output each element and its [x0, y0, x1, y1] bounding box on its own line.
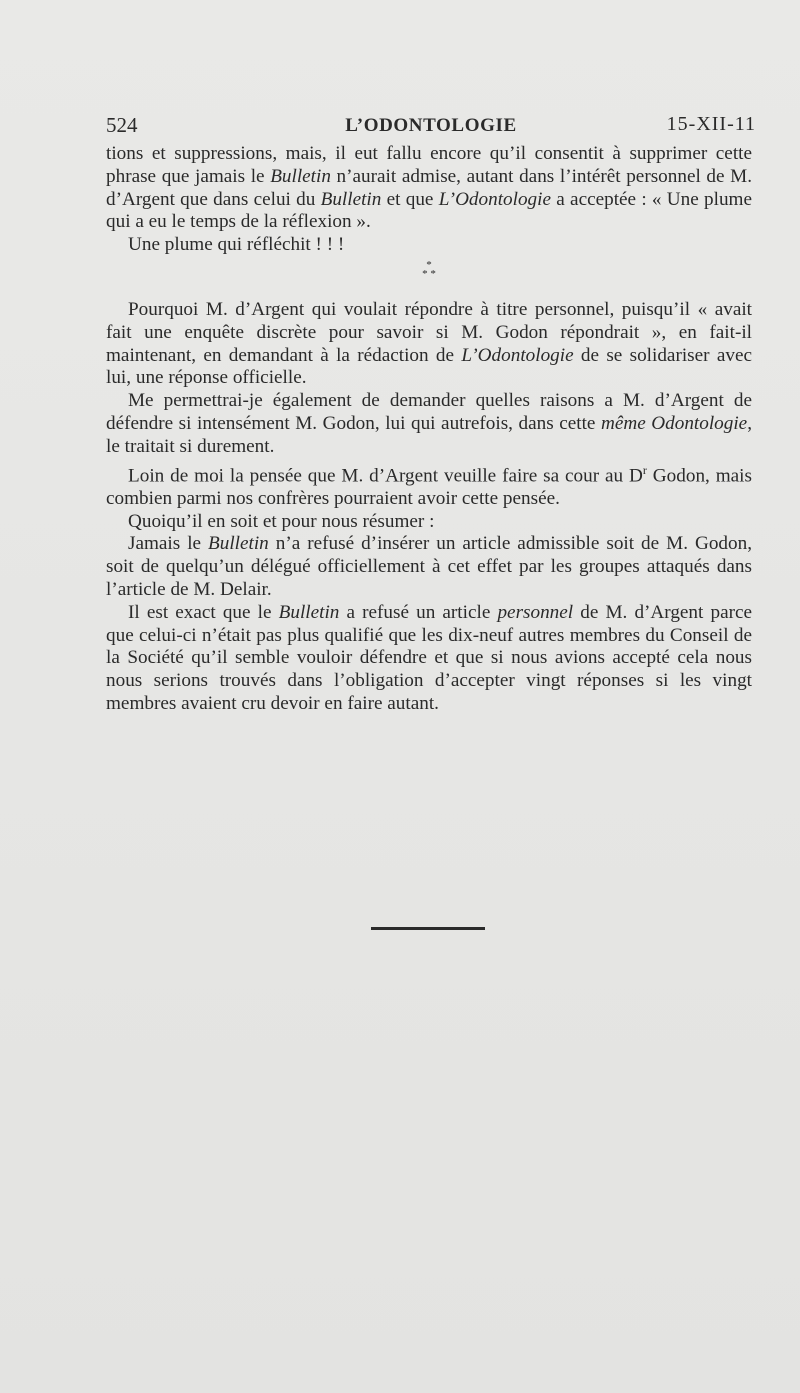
italic-text: Bulletin: [320, 188, 382, 210]
running-header: [106, 113, 756, 137]
paragraph: [106, 234, 752, 257]
text-block-before-separator: [106, 143, 752, 257]
text-run: Pourquoi M. d’Argent qui voulait répondre à titre personnel, puisqu’il « avait fait une enquête discrète pour savoir si M. Godon répondrait », en fait-il maintenant, en demandant à la rédaction de: [106, 298, 752, 366]
text-run: Quoiqu’il en soit et pour nous résumer :: [128, 510, 435, 532]
text-run: Une plume qui réfléchit ! ! !: [128, 234, 345, 256]
paragraph: [106, 299, 752, 390]
text-run: Me permettrai-je également de demander quelles raisons a M. d’Argent de défendre si intensément M. Godon, lui qui autrefois, dans cette: [106, 390, 752, 434]
text-run: a refusé un article: [339, 601, 498, 623]
text-run: Godon, mais combien parmi nos confrères pourraient avoir cette pensée.: [106, 464, 752, 509]
end-rule: [371, 927, 485, 930]
paragraph: [106, 602, 752, 716]
paragraph: [106, 533, 752, 601]
separator-star-top: *: [426, 258, 432, 271]
text-run: Il est exact que le: [128, 601, 279, 623]
text-block-after-separator: [106, 299, 752, 716]
italic-text: Bulletin: [208, 533, 269, 555]
paragraph: [106, 459, 752, 511]
text-run: et que: [381, 188, 439, 210]
italic-text: L’Odontologie: [461, 344, 574, 366]
body-text: [106, 143, 752, 716]
journal-title: L’ODONTOLOGIE: [345, 115, 517, 136]
superscript: r: [642, 462, 647, 477]
text-run: n’a refusé d’insérer un article admissible soit de M. Godon, soit de quelqu’un délégué officiellement à cet effet par les groupes attaqués dans l’article de M. Delair.: [106, 533, 753, 600]
italic-text: Bulletin: [270, 165, 331, 187]
paragraph: [106, 511, 752, 534]
separator-stars-bottom: * *: [422, 267, 436, 280]
text-run: Loin de moi la pensée que M. d’Argent veuille faire sa cour au D: [128, 464, 643, 486]
text-run: de M. d’Argent parce que celui-ci n’était pas plus qualifié que les dix-neuf autres membres du Conseil de la Société qu’il semble vouloir défendre et que si nous avions accepté cela nous nous serions trouvés dans l’obligation d’accepter vingt réponses si les vingt membres avaient cru devoir en faire autant.: [106, 601, 753, 714]
text-run: , le traitait si durement.: [106, 412, 752, 457]
text-run: a acceptée : « Une plume qui a eu le temps de la réflexion ».: [106, 188, 752, 233]
issue-date: 15-XII-11: [666, 113, 756, 135]
italic-text: même Odontologie: [600, 412, 748, 434]
paragraph: [106, 390, 752, 458]
text-run: n’aurait admise, autant dans l’intérêt personnel de M. d’Argent que dans celui du: [106, 165, 753, 210]
section-separator: [106, 258, 752, 280]
italic-text: Bulletin: [278, 601, 340, 623]
italic-text: personnel: [497, 601, 574, 623]
italic-text: L’Odontologie: [438, 188, 551, 210]
page-number: 524: [106, 113, 138, 137]
text-run: Jamais le: [128, 533, 209, 555]
paragraph: [106, 143, 752, 234]
text-run: tions et suppressions, mais, il eut fallu encore qu’il consentit à supprimer cette phrase que jamais le: [106, 143, 752, 187]
text-run: de se solidariser avec lui, une réponse officielle.: [106, 344, 752, 389]
